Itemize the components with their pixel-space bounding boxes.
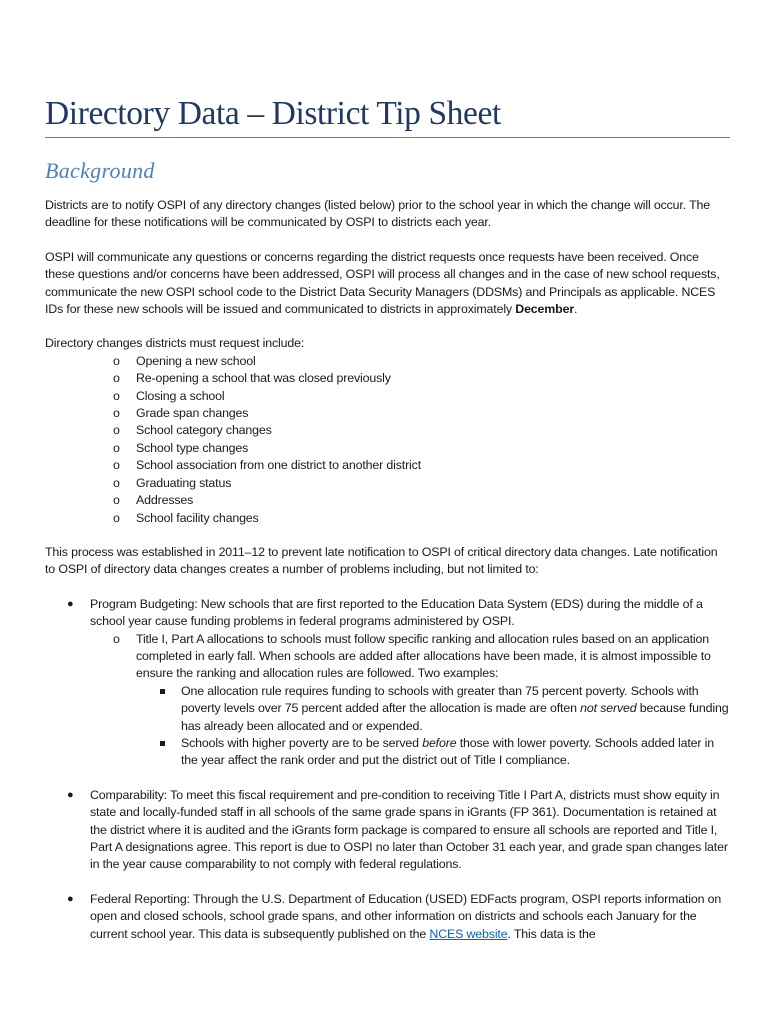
nces-website-link[interactable]: NCES website — [429, 926, 508, 941]
example-item — [136, 735, 730, 770]
example-2-emphasis: before — [422, 735, 457, 750]
example-2-end: those with lower poverty. Schools added later in the year affect the rank order and put the district out of Title I compliance. — [181, 735, 715, 768]
problem-budgeting — [45, 596, 730, 770]
bullet-marker: ● — [67, 788, 74, 801]
changes-list — [45, 353, 730, 527]
list-item: o School category changes — [45, 422, 730, 439]
list-item: o Closing a school — [45, 388, 730, 405]
bullet-marker: ● — [67, 597, 74, 610]
title-i-text: Title I, Part A allocations to schools must follow specific ranking and allocation rules based on an application completed in early fall. When schools are added after allocations have been made, it is almost impossible to ensure the ranking and allocation rules are followed. Two examples: — [136, 631, 711, 681]
budgeting-sublist — [90, 631, 730, 770]
example-1-text: One allocation rule requires funding to schools with greater than 75 percent poverty. Schools with poverty levels over 75 percent added after the allocation is made are often — [181, 683, 699, 716]
square-bullet-icon — [160, 741, 165, 746]
section-heading-background: Background — [45, 158, 155, 183]
paragraph-communicate — [45, 249, 730, 319]
list-item: o Addresses — [45, 492, 730, 509]
federal-end: . This data is the — [507, 926, 596, 941]
bullet-marker: ● — [67, 892, 74, 905]
problem-federal-reporting — [45, 891, 730, 943]
list-item: o Grade span changes — [45, 405, 730, 422]
list-item: o School facility changes — [45, 510, 730, 527]
list-item: o Re-opening a school that was closed previously — [45, 370, 730, 387]
paragraph-notify: Districts are to notify OSPI of any directory changes (listed below) prior to the school year in which the change will occur. The deadline for these notifications will be communicated by OSPI to districts each year. — [45, 198, 710, 230]
examples-list — [136, 683, 730, 770]
deadline-month: December — [515, 302, 574, 317]
problems-list — [45, 596, 730, 943]
paragraph-process: This process was established in 2011–12 to prevent late notification to OSPI of critical directory data changes. Late notification to OSPI of directory data changes creates a number of problems including, but not limited to: — [45, 544, 718, 577]
list-item: o Opening a new school — [45, 353, 730, 370]
list-item: o School association from one district to another district — [45, 457, 730, 474]
problem-comparability — [45, 787, 730, 874]
circle-marker: o — [113, 631, 120, 646]
paragraph-period: . — [574, 302, 578, 317]
example-item — [136, 683, 730, 735]
list-item: o Graduating status — [45, 475, 730, 492]
budgeting-text: Program Budgeting: New schools that are first reported to the Education Data System (EDS) during the middle of a school year cause funding problems in federal programs administered by OSPI. — [90, 596, 703, 629]
changes-intro: Directory changes districts must request include: — [45, 336, 305, 351]
example-2-text: Schools with higher poverty are to be served — [181, 735, 423, 750]
federal-text: Federal Reporting: Through the U.S. Department of Education (USED) EDFacts program, OSPI reports information on open and closed schools, school grade spans, and other information on districts and schools each January for the current school year. This data is subsequently published on the — [90, 891, 722, 941]
list-item: o School type changes — [45, 440, 730, 457]
example-1-emphasis: not served — [580, 701, 637, 716]
document-content — [45, 94, 730, 943]
example-1-end: because funding has already been allocated and or expended. — [181, 701, 729, 733]
page-title: Directory Data – District Tip Sheet — [45, 94, 730, 138]
square-bullet-icon — [160, 689, 165, 694]
paragraph-communicate-text: OSPI will communicate any questions or concerns regarding the district requests once requests have been received. Once these questions and/or concerns have been addressed, OSPI will process all changes and in the case of new school requests, communicate the new OSPI school code to the District Data Security Managers (DDSMs) and Principals as applicable. NCES IDs for these new schools will be issued and communicated to districts in approximately — [45, 249, 720, 317]
comparability-text: Comparability: To meet this fiscal requirement and pre-condition to receiving Title I Part A, districts must show equity in state and locally-funded staff in all schools of the same grade spans in iGrants (FP 361). Documentation is retained at the district where it is audited and the iGrants form package is compared to ensure all schools are reported and Title I, Part A designations agree. This report is due to OSPI no later than October 31 each year, and grade span changes later in the year cause comparability to not comply with federal regulations. — [90, 787, 728, 872]
title-i-allocations — [90, 631, 730, 770]
